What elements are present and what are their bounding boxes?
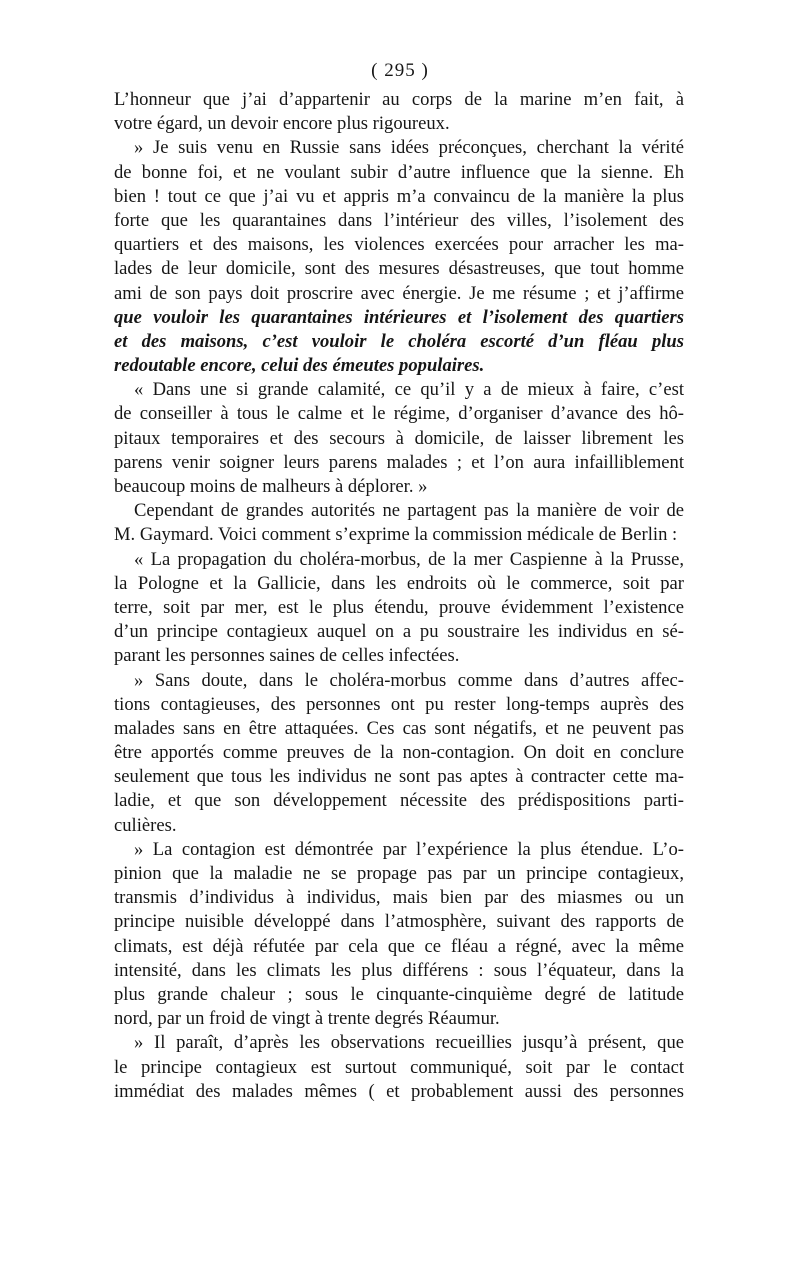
text-line: beaucoup moins de malheurs à déplorer. » — [114, 476, 428, 497]
text-line: malades sans en être attaquées. Ces cas sont négatifs, et ne peuvent pas — [114, 717, 684, 739]
text-line: redoutable encore, celui des émeutes populaires. — [114, 355, 485, 377]
text-line: parant les personnes saines de celles infectées. — [114, 645, 460, 667]
text-line: » La contagion est démontrée par l’expérience la plus étendue. L’o- — [134, 838, 684, 860]
text-line: seulement que tous les individus ne sont pas aptes à contracter cette ma- — [114, 766, 684, 788]
text-line: » Il paraît, d’après les observations recueillies jusqu’à présent, que — [134, 1032, 684, 1054]
text-line: forte que les quarantaines dans l’intérieur des villes, l’isolement des — [114, 209, 684, 231]
text-line: le principe contagieux est surtout communiqué, soit par le contact — [114, 1056, 684, 1078]
text-line: parens venir soigner leurs parens malades ; et l’on aura infailliblement — [114, 451, 684, 473]
text-line: L’honneur que j’ai d’appartenir au corps de la marine m’en fait, à — [114, 89, 684, 110]
text-line: pitaux temporaires et des secours à domicile, de laisser librement les — [114, 427, 684, 449]
text-line: transmis d’individus à individus, mais bien par des miasmes ou un — [114, 887, 684, 909]
text-line: être apportés comme preuves de la non-contagion. On doit en conclure — [114, 742, 684, 764]
text-line: » Je suis venu en Russie sans idées préconçues, cherchant la vérité — [134, 137, 684, 159]
text-line: climats, est déjà réfutée par cela que ce fléau a régné, avec la même — [114, 935, 684, 957]
text-line: nord, par un froid de vingt à trente degrés Réaumur. — [114, 1008, 500, 1030]
text-line: d’un principe contagieux auquel on a pu soustraire les individus en sé- — [114, 621, 684, 643]
text-line: quartiers et des maisons, les violences exercées pour arracher les ma- — [114, 234, 684, 256]
text-line: ladie, et que son développement nécessite des prédispositions parti- — [114, 790, 684, 812]
page-number: ( 295 ) — [371, 60, 429, 81]
text-line: votre égard, un devoir encore plus rigoureux. — [114, 113, 450, 135]
text-line: immédiat des malades mêmes ( et probablement aussi des personnes — [114, 1080, 684, 1102]
text-line: Cependant de grandes autorités ne partagent pas la manière de voir de — [134, 500, 684, 522]
text-line: bien ! tout ce que j’ai vu et appris m’a convaincu de la manière la plus — [114, 185, 684, 207]
text-line: « La propagation du choléra-morbus, de la mer Caspienne à la Prusse, — [134, 548, 684, 570]
text-line: que vouloir les quarantaines intérieures et l’isolement des quartiers — [114, 306, 684, 328]
text-line: de conseiller à tous le calme et le régime, d’organiser d’avance des hô- — [114, 403, 684, 425]
text-line: M. Gaymard. Voici comment s’exprime la commission médicale de Berlin : — [114, 524, 678, 546]
text-line: la Pologne et la Gallicie, dans les endroits où le commerce, soit par — [114, 572, 684, 594]
text-line: de bonne foi, et ne voulant subir d’autre influence que la sienne. Eh — [114, 161, 684, 183]
text-line: « Dans une si grande calamité, ce qu’il y a de mieux à faire, c’est — [134, 379, 684, 401]
text-line: intensité, dans les climats les plus différens : sous l’équateur, dans la — [114, 959, 684, 981]
text-line: plus grande chaleur ; sous le cinquante-cinquième degré de latitude — [114, 983, 684, 1005]
text-line: et des maisons, c’est vouloir le choléra escorté d’un fléau plus — [114, 330, 684, 352]
text-line: » Sans doute, dans le choléra-morbus comme dans d’autres affec- — [134, 669, 684, 691]
text-line: ami de son pays doit proscrire avec énergie. Je me résume ; et j’affirme — [114, 282, 684, 304]
text-line: culières. — [114, 814, 177, 836]
text-line: lades de leur domicile, sont des mesures désastreuses, que tout homme — [114, 258, 684, 280]
body-text — [114, 88, 684, 1104]
text-line: principe nuisible développé dans l’atmosphère, suivant des rapports de — [114, 911, 684, 933]
text-line: tions contagieuses, des personnes ont pu rester long-temps auprès des — [114, 693, 684, 715]
text-line: pinion que la maladie ne se propage pas par un principe contagieux, — [114, 863, 684, 884]
text-line: terre, soit par mer, est le plus étendu, prouve évidemment l’existence — [114, 596, 684, 618]
